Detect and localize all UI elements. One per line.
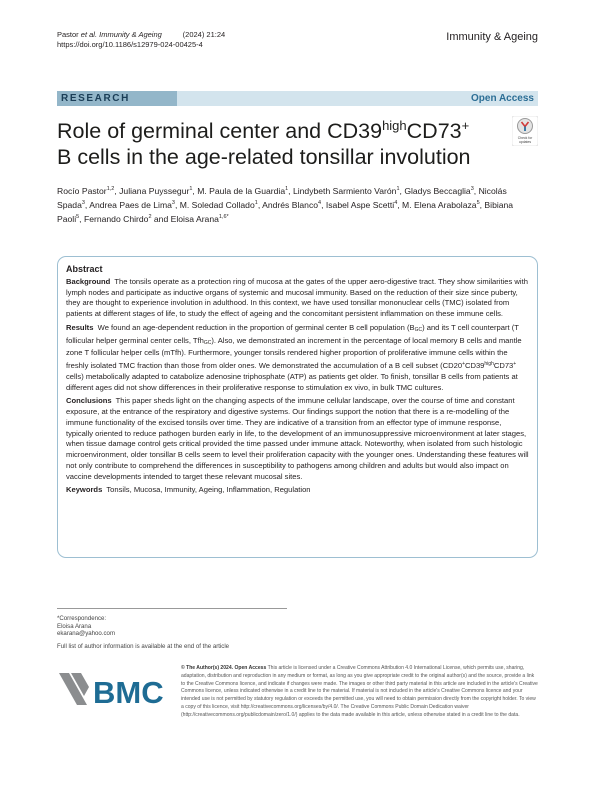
author-affiliation: 1 (189, 186, 193, 193)
correspondence-label: *Correspondence: (57, 615, 107, 622)
author-affiliation: 3 (470, 186, 474, 193)
author-name: M. Elena Arabolaza (402, 200, 477, 210)
results-text: We found an age-dependent reduction in the proportion of germinal center B cell population (B (97, 322, 415, 332)
check-for-updates-line1: Check for (517, 136, 533, 140)
title-part: B cells in the age-related tonsillar involution (57, 145, 471, 169)
results-text: CD39 (464, 361, 485, 370)
author-name: Nicolás Spada (57, 186, 507, 210)
abstract-conclusions (66, 396, 530, 482)
author-name: Andrés Blanco (262, 200, 319, 210)
author-info-note: Full list of author information is available at the end of the article (57, 643, 230, 650)
abstract-background (66, 277, 530, 320)
citation-year-volume: (2024) 21:24 (182, 30, 226, 39)
results-subscript: GC (203, 339, 212, 346)
citation-etal: et al. (80, 30, 98, 39)
bmc-logo-mark (59, 673, 89, 705)
author-affiliation: 1 (285, 186, 289, 193)
abstract-results (66, 323, 530, 394)
running-head (57, 30, 225, 50)
author-affiliation: 3 (81, 200, 85, 207)
title-part: CD73 (406, 119, 462, 143)
author-affiliation: 3 (171, 200, 175, 207)
license-body: This article is licensed under a Creative Commons Attribution 4.0 International License, which permits use, sharing, adaptation, distribution and reproduction in any medium or format, as long as you give appropriate credit to the original author(s) and the source, provide a link to the Creative Commons licence, and indicate if changes were made. The images or other third party material in this article are included in the article's Creative Commons licence, unless indicated otherwise in a credit line to the material. If material is not included in the article's Creative Commons licence and your intended use is not permitted by statutory regulation or exceeds the permitted use, you will need to obtain permission directly from the copyright holder. To view a copy of this licence, visit http://creativecommons.org/licenses/by/4.0/. The Creative Commons Public Domain Dedication waiver (http://creativecommons.org/publicdomain/zero/1.0/) applies to the data made available in this article, unless otherwise stated in a credit line to the data. (181, 665, 538, 718)
author-name: Andrea Paes de Lima (89, 200, 172, 210)
results-text: CD73 (493, 361, 514, 370)
results-superscript: + (513, 361, 517, 367)
footnote-divider (57, 608, 287, 609)
conclusions-text: This paper sheds light on the changing aspects of the immune cellular landscape, over the course of time and constant exposure, at the entrance of the respiratory and digestive systems. Our findings support the notion that there is a re-modelling of the immune functionality of the excised tonsils over time. They are indicative of a transition from an effector type of immune response, typically oriented to reduce pathogen burden early in life, to the development of an immunosuppressive microenvironment at later stages, when tissue damage control gets critical provided the time passed under immune attack. Noteworthy, when isolated from such histologic microenvironment, older tonsillar B cells seem to level their proliferation capacity with the younger ones. Understanding these features will not only contribute to comprehend the differences in susceptibility to pathogens among children and adults but would also impact on vaccine developments intended to target these relevant mucosal sites. (66, 396, 529, 481)
author-affiliation: 1,2 (106, 186, 115, 193)
author-name: Fernando Chirdo (83, 214, 149, 224)
title-part: Role of germinal center and CD39 (57, 119, 383, 143)
results-superscript: high (484, 361, 494, 367)
abstract-box (57, 256, 538, 558)
results-text: ). Also, we demonstrated an increment in the percentage of local memory B cells and mantle zone T follicular helper cells (mTfh). Furthermore, younger tonsils rendered higher proportion of proliferative immune cells within the freshly isolated TMC fraction than those from older ones. We demonstrated the accumulation of a B cell subset (CD20 (66, 335, 522, 370)
author-affiliation: 1,6* (218, 214, 229, 221)
citation-line (57, 30, 225, 40)
author-name: Bibiana Paoli (57, 200, 514, 224)
author-name: Rocío Pastor (57, 186, 107, 196)
open-access-label: Open Access (471, 93, 534, 104)
results-text: cells) metabolically adapted to catabolize adenosine triphosphate (ATP) as patients get older. To finish, tonsillar B cells from patients at different ages did not show differences in their proliferative response to stimulation ex vivo, in bulk TMC cultures. (66, 371, 518, 392)
author-name: Gladys Beccaglia (404, 186, 471, 196)
correspondence-block (57, 615, 115, 638)
author-affiliation: 2 (148, 214, 152, 221)
citation-journal: Immunity & Ageing (99, 30, 162, 39)
results-label: Results (66, 322, 94, 332)
author-name: Juliana Puyssegur (119, 186, 190, 196)
abstract-heading: Abstract (66, 264, 103, 274)
author-affiliation: 1 (254, 200, 258, 207)
title-superscript: high (382, 117, 407, 133)
author-affiliation: 5 (76, 214, 80, 221)
bmc-logo (57, 665, 177, 713)
conclusions-label: Conclusions (66, 396, 112, 406)
title-superscript: + (461, 117, 470, 133)
article-title (57, 118, 477, 170)
author-name: Lindybeth Sarmiento Varón (292, 186, 397, 196)
author-affiliation: 1 (396, 186, 400, 193)
correspondence-name: Eloisa Arana (57, 622, 92, 630)
license-copyright: © The Author(s) 2024. (181, 665, 234, 671)
background-text: The tonsils operate as a protection ring of mucosa at the gates of the upper aero-digestive tract. They show similarities with lymph nodes and participate as inductive organs of systemic and mucosal immunity. Based on the reduction of their size since puberty, they are thought to experience involution in adulthood. In this context, we have used tonsillar mononuclear cells (TMC) isolated from patients at different stages of life, to study the effect of ageing and the concomitant persistent inflammation on these immune cells. (66, 276, 528, 318)
author-list: Rocío Pastor$^{1,2}$, Juliana Puyssegur$^1$, M. Paula de la Guardia$^1$, Lindybeth Sarmiento Varón$^1$, Gladys Beccaglia$^3$, Nicolás Spada$^3$, Andrea Paes de Lima$^3$, M. Soledad Collado$^1$, Andrés Blanco$^4$, Isabel Aspe Scetti$^4$, M. Elena Arabolaza$^5$, Bibiana Paoli$^5$, Fernando Chirdo$^2$ and Eloisa Arana$^{1,6*}$ (57, 186, 514, 224)
correspondence-email[interactable]: ekarana@yahoo.com (57, 630, 116, 638)
author-name: Eloisa Arana (170, 214, 219, 224)
abstract-keywords (66, 485, 530, 496)
author-name: Isabel Aspe Scetti (325, 200, 395, 210)
journal-name: Immunity & Ageing (446, 31, 538, 43)
author-name: M. Soledad Collado (179, 200, 255, 210)
author-affiliation: 5 (476, 200, 480, 207)
author-name: M. Paula de la Guardia (197, 186, 286, 196)
results-superscript: + (462, 361, 465, 367)
check-for-updates-icon[interactable] (512, 116, 538, 146)
bmc-logo-text: BMC (93, 675, 164, 710)
keywords-label: Keywords (66, 485, 103, 495)
check-for-updates-line2: updates (518, 140, 532, 144)
license-text (181, 665, 538, 720)
license-open-access: Open Access (234, 665, 267, 671)
background-label: Background (66, 276, 111, 286)
doi-link[interactable]: https://doi.org/10.1186/s12979-024-00425-4 (57, 40, 203, 49)
results-subscript: GC (414, 326, 423, 333)
results-text: ) and its T cell counterpart (T follicular helper germinal center cells, Tfh (66, 322, 519, 345)
section-label: RESEARCH (61, 93, 130, 104)
author-affiliation: 4 (394, 200, 398, 207)
section-band (57, 91, 538, 106)
author-affiliation: 4 (318, 200, 322, 207)
keywords-text: Tonsils, Mucosa, Immunity, Ageing, Inflammation, Regulation (106, 485, 311, 495)
citation-authors: Pastor (57, 30, 79, 39)
